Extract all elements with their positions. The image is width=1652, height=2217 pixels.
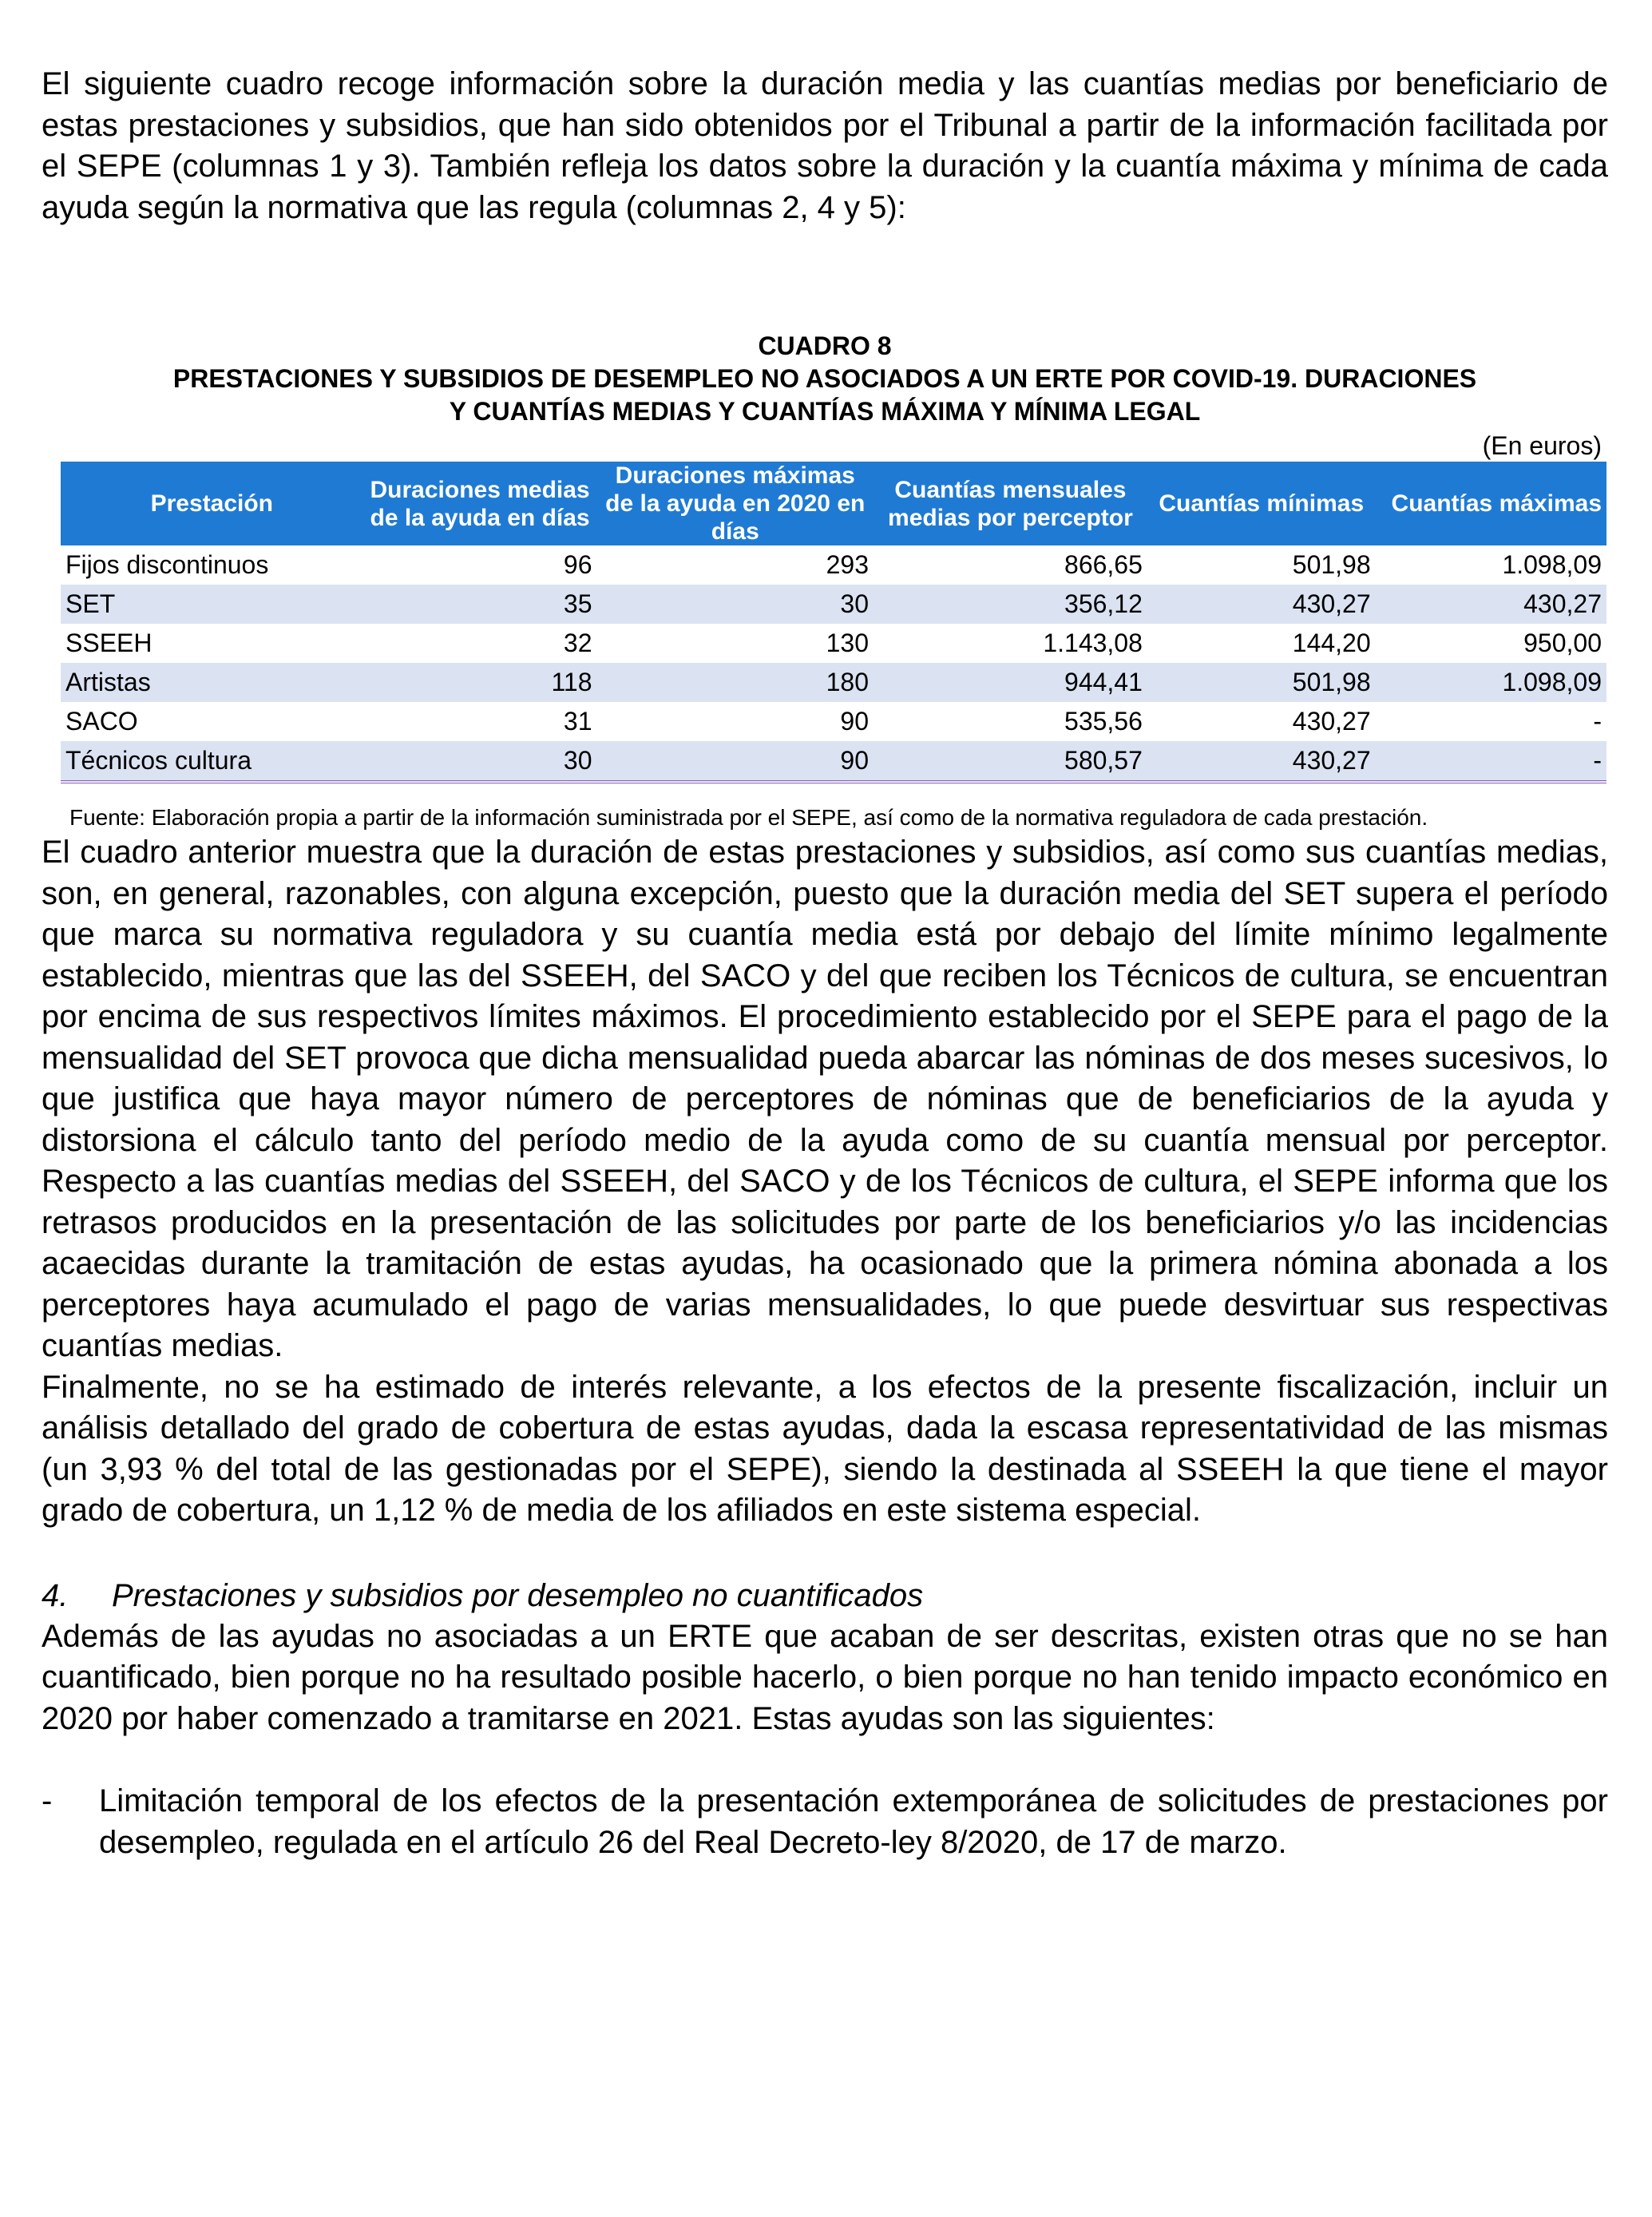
coverage-paragraph: Finalmente, no se ha estimado de interés relevante, a los efectos de la presente fiscalización, incluir un análisis detallado del grado de cobertura de estas ayudas, dada la escasa representatividad de las mismas (un 3,93 % del total de las gestionadas por el SEPE), siendo la destinada al SSEEH la que tiene el mayor grado de cobertura, un 1,12 % de media de los afiliados en este sistema especial. (42, 1369, 1608, 1528)
table-row (61, 741, 1606, 782)
cell-duracion-media: 32 (563, 629, 592, 657)
cell-prestacion: SACO (65, 707, 138, 736)
benefits-table (61, 462, 1606, 783)
table-source-note: Fuente: Elaboración propia a partir de la información suministrada por el SEPE, así como de la normativa reguladora de cada prestación. (69, 805, 1428, 830)
section-title: Prestaciones y subsidios por desempleo no cuantificados (112, 1577, 924, 1613)
cell-cuantia-minima: 430,27 (1292, 707, 1371, 736)
cell-cuantia-minima: 144,20 (1292, 629, 1371, 657)
section-number: 4. (42, 1577, 69, 1613)
header-prestacion: Prestación (61, 462, 363, 545)
cell-cuantia-media: 1.143,08 (1043, 629, 1143, 657)
cell-duracion-maxima: 130 (826, 629, 869, 657)
cell-duracion-media: 35 (363, 585, 597, 624)
cell-duracion-media: 30 (363, 741, 597, 782)
cell-cuantia-minima: 430,27 (1147, 585, 1376, 624)
table-row (61, 545, 1606, 585)
table-row (61, 702, 1606, 741)
document-page (42, 64, 1608, 1863)
cell-duracion-maxima: 90 (840, 707, 869, 736)
table-number: CUADRO 8 (758, 331, 892, 360)
list-marker: - (42, 1783, 53, 1818)
intro-paragraph: El siguiente cuadro recoge información sobre la duración media y las cuantías medias por beneficiario de estas prestaciones y subsidios, que han sido obtenidos por el Tribunal a partir de la información facilitada por el SEPE (columnas 1 y 3). También refleja los datos sobre la duración y la cuantía máxima y mínima de cada ayuda según la normativa que las regula (columnas 2, 4 y 5): (42, 66, 1608, 225)
table-row (61, 624, 1606, 663)
cell-cuantia-media: 535,56 (1064, 707, 1143, 736)
cell-cuantia-maxima: 950,00 (1523, 629, 1602, 657)
table-header-row (61, 462, 1606, 545)
table-caption (42, 330, 1608, 428)
header-cuantia-media: Cuantías mensuales medias por perceptor (874, 462, 1147, 545)
list-item (42, 1781, 1608, 1863)
cell-cuantia-maxima: 1.098,09 (1502, 550, 1602, 579)
header-cuantia-minima: Cuantías mínimas (1147, 462, 1376, 545)
cell-cuantia-media: 866,65 (1064, 550, 1143, 579)
list-item-text: Limitación temporal de los efectos de la presentación extemporánea de solicitudes de prestaciones por desempleo, regulada en el artículo 26 del Real Decreto-ley 8/2020, de 17 de marzo. (99, 1783, 1608, 1860)
cell-cuantia-media: 356,12 (874, 585, 1147, 624)
section-heading (42, 1575, 1608, 1616)
cell-cuantia-maxima: 430,27 (1376, 585, 1606, 624)
analysis-paragraph: El cuadro anterior muestra que la duración de estas prestaciones y subsidios, así como sus cuantías medias, son, en general, razonables, con alguna excepción, puesto que la duración media del SET supera el período que marca su normativa reguladora y su cuantía media está por debajo del límite mínimo legalmente establecido, mientras que las del SSEEH, del SACO y del que reciben los Técnicos de cultura, se encuentran por encima de sus respectivos límites máximos. El procedimiento establecido por el SEPE para el pago de la mensualidad del SET provoca que dicha mensualidad pueda abarcar las nóminas de dos meses sucesivos, lo que justifica que haya mayor número de perceptores de nóminas que de beneficiarios de la ayuda y distorsiona el cálculo tanto del período medio de la ayuda como de su cuantía mensual por perceptor. Respecto a las cuantías medias del SSEEH, del SACO y de los Técnicos de cultura, el SEPE informa que los retrasos producidos en la presentación de las solicitudes por parte de los beneficiarios y/o las incidencias acaecidas durante la tramitación de estas ayudas, ha ocasionado que la primera nómina abonada a los perceptores haya acumulado el pago de varias mensualidades, lo que puede desvirtuar sus respectivas cuantías medias. (42, 835, 1608, 1363)
cell-cuantia-minima: 430,27 (1147, 741, 1376, 782)
cell-duracion-maxima: 293 (826, 550, 869, 579)
table-row (61, 663, 1606, 702)
cell-cuantia-maxima: - (1593, 707, 1602, 736)
cell-duracion-maxima: 180 (597, 663, 874, 702)
cell-prestacion: Técnicos cultura (61, 741, 363, 782)
intro-list-paragraph: Además de las ayudas no asociadas a un ERTE que acaban de ser descritas, existen otras que no se han cuantificado, bien porque no ha resultado posible hacerlo, o bien porque no han tenido impacto económico en 2020 por haber comenzado a tramitarse en 2021. Estas ayudas son las siguientes: (42, 1618, 1608, 1736)
table-row (61, 585, 1606, 624)
cell-prestacion: SET (61, 585, 363, 624)
cell-cuantia-minima: 501,98 (1292, 550, 1371, 579)
header-duracion-maxima: Duraciones máximas de la ayuda en 2020 en días (597, 462, 874, 545)
cell-cuantia-maxima: - (1376, 741, 1606, 782)
cell-cuantia-minima: 501,98 (1147, 663, 1376, 702)
cell-duracion-media: 118 (363, 663, 597, 702)
header-cuantia-maxima: Cuantías máximas (1376, 462, 1606, 545)
header-duracion-media: Duraciones medias de la ayuda en días (363, 462, 597, 545)
table-units: (En euros) (1482, 431, 1602, 460)
table-title-line-2: Y CUANTÍAS MEDIAS Y CUANTÍAS MÁXIMA Y MÍNIMA LEGAL (449, 397, 1201, 426)
cell-cuantia-media: 944,41 (874, 663, 1147, 702)
cell-cuantia-media: 580,57 (874, 741, 1147, 782)
cell-cuantia-maxima: 1.098,09 (1376, 663, 1606, 702)
cell-duracion-media: 96 (563, 550, 592, 579)
cell-duracion-media: 31 (563, 707, 592, 736)
cell-prestacion: SSEEH (65, 629, 153, 657)
cell-duracion-maxima: 90 (597, 741, 874, 782)
cell-duracion-maxima: 30 (597, 585, 874, 624)
cell-prestacion: Artistas (61, 663, 363, 702)
table-title-line-1: PRESTACIONES Y SUBSIDIOS DE DESEMPLEO NO ASOCIADOS A UN ERTE POR COVID-19. DURACIONES (172, 364, 1477, 393)
cell-prestacion: Fijos discontinuos (65, 550, 269, 579)
